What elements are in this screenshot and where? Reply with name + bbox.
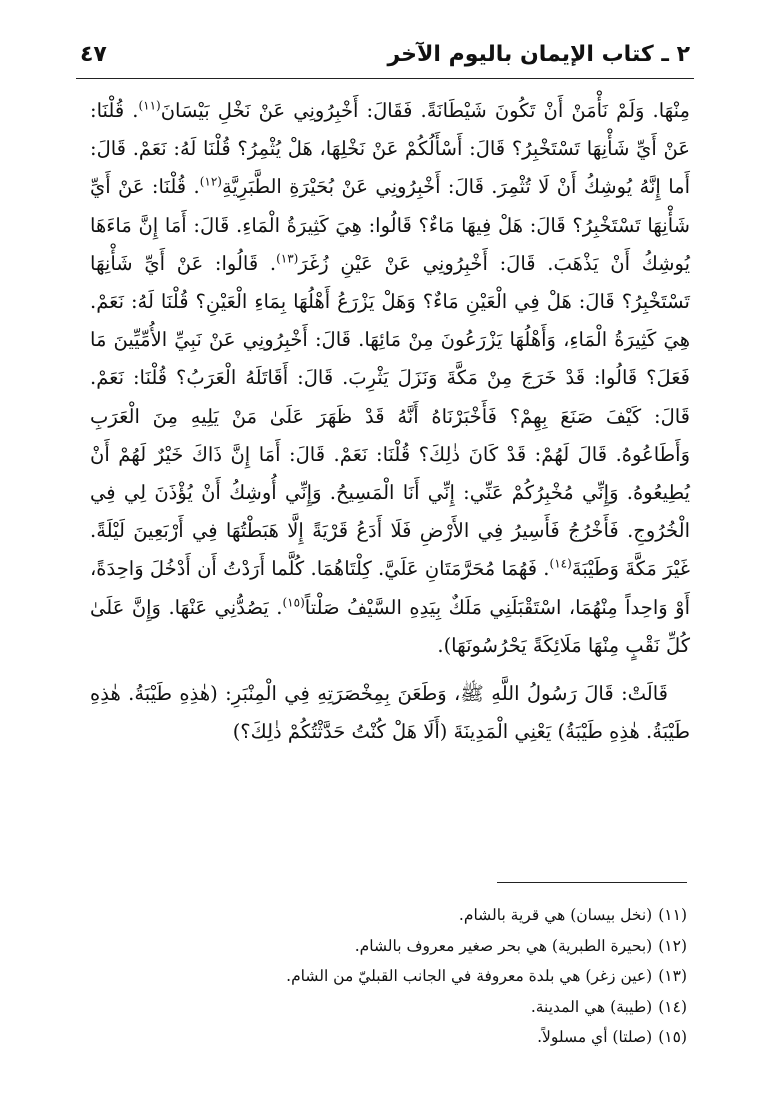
paragraph-2: قَالَتْ: قَالَ رَسُولُ اللَّهِ ﷺ، وَطَعَنَ بِمِخْصَرَتِهِ فِي الْمِنْبَرِ: (هٰذِهِ طَيْبَةُ. هٰذِهِ طَيْبَةُ. هٰذِهِ طَيْبَةُ) يَعْنِي الْمَدِينَةَ (أَلَا هَلْ كُنْتُ حَدَّثْتُكُمْ ذٰلِكَ؟) bbox=[90, 682, 690, 744]
text-segment: . يَصُدُّنِي عَنْهَا. وَإِنَّ عَلَىٰ كُلِّ نَقْبٍ مِنْهَا مَلَائِكَةً يَحْرُسُونَهَا). bbox=[90, 595, 690, 657]
page-header bbox=[80, 36, 690, 76]
footnote-item bbox=[87, 992, 687, 1023]
footnote-rule bbox=[497, 882, 687, 883]
footnote-ref-14: (١٤) bbox=[549, 556, 572, 571]
footnote-item bbox=[87, 961, 687, 992]
header-rule bbox=[76, 78, 694, 79]
text-segment: . قُلْنَا: عَنْ أَيِّ شَأْنِهَا تَسْتَخْبِرُ؟ قَالَ: أَسْأَلُكُمْ عَنْ نَخْلِهَا، هَلْ يُثْمِرُ؟ قُلْنَا لَهُ: نَعَمْ. قَالَ: أَما إِنَّهُ يُوشِكُ أَنْ لَا تُثْمِرَ. قَالَ: أَخْبِرُونِي عَنْ بُحَيْرَةِ الطَّبَرِيَّةِ bbox=[90, 99, 690, 199]
footnote-item bbox=[87, 900, 687, 931]
footnote-ref-13: (١٣) bbox=[276, 251, 299, 266]
text-segment: . قُلْنَا: عَنْ أَيِّ شَأْنِهَا تَسْتَخْبِرُ؟ قَالَ: هَلْ فِيهَا مَاءٌ؟ قَالُوا: هِيَ كَثِيرَةُ الْمَاءِ. قَالَ: أَمَا إِنَّ مَاءَهَا يُوشِكُ أَنْ يَذْهَبَ. قَالَ: أَخْبِرُونِي عَنْ عَيْنِ زُغَرَ bbox=[90, 175, 690, 275]
footnote-text: (عين زغر) هي بلدة معروفة في الجانب القبليّ من الشام. bbox=[286, 967, 653, 985]
footnote-number: (١٣) bbox=[658, 967, 687, 985]
main-text bbox=[90, 92, 690, 751]
footnote-number: (١٥) bbox=[658, 1028, 687, 1046]
footnote-text: (طيبة) هي المدينة. bbox=[530, 997, 653, 1016]
footnote-text: (صلتا) أي مسلولاً. bbox=[537, 1028, 653, 1046]
footnotes bbox=[87, 900, 687, 1053]
footnote-ref-12: (١٢) bbox=[199, 174, 222, 189]
footnote-number: (١٤) bbox=[658, 997, 687, 1016]
footnote-item bbox=[87, 1022, 687, 1053]
text-segment: . قَالُوا: عَنْ أَيِّ شَأْنِهَا تَسْتَخْبِرُ؟ قَالَ: هَلْ فِي الْعَيْنِ مَاءٌ؟ وَهَلْ يَزْرَعُ أَهْلُهَا بِمَاءِ الْعَيْنِ؟ قُلْنَا لَهُ: نَعَمْ. هِيَ كَثِيرَةُ الْمَاءِ، وَأَهْلُهَا يَزْرَعُونَ مِنْ مَائِهَا. قَالَ: أَخْبِرُونِي عَنْ نَبِيِّ الأُمِّيِّينَ مَا فَعَلَ؟ قَالُوا: قَدْ خَرَجَ مِنْ مَكَّةَ وَنَزَلَ يَثْرِبَ. قَالَ: أَقَاتَلَهُ الْعَرَبُ؟ قُلْنَا: نَعَمْ. قَالَ: كَيْفَ صَنَعَ بِهِمْ؟ فَأَخْبَرْنَاهُ أَنَّهُ قَدْ ظَهَرَ عَلَىٰ مَنْ يَلِيهِ مِنَ الْعَرَبِ وَأَطَاعُوهُ. قَالَ لَهُمْ: قَدْ كَانَ ذٰلِكَ؟ قُلْنَا: نَعَمْ. قَالَ: أَمَا إِنَّ ذَاكَ خَيْرٌ لَهُمْ أَنْ يُطِيعُوهُ. وَإِنِّي مُخْبِرُكُمْ عَنِّي: إِنِّي أَنَا الْمَسِيحُ. وَإِنِّي أُوشِكُ أَنْ يُؤْذَنَ لِي فِي الْخُرُوجِ. فَأَخْرُجُ فَأَسِيرُ فِي الأَرْضِ فَلَا أَدَعُ قَرْيَةً إِلَّا هَبَطْتُهَا فِي أَرْبَعِينَ لَيْلَةً. غَيْرَ مَكَّةَ وَطَيْبَةَ bbox=[90, 251, 690, 581]
page-number: ٤٧ bbox=[80, 42, 107, 67]
footnote-text: (نخل بيسان) هي قرية بالشام. bbox=[458, 906, 653, 924]
footnote-item bbox=[87, 931, 687, 962]
paragraph-1 bbox=[90, 92, 690, 665]
running-title: ٢ ـ كتاب الإيمان باليوم الآخر bbox=[387, 42, 690, 67]
footnote-ref-11: (١١) bbox=[138, 98, 161, 113]
text-segment: مِنْهَا. وَلَمْ نَأْمَنْ أَنْ تَكُونَ شَيْطَانَةً. فَقَالَ: أَخْبِرُونِي عَنْ نَخْلِ بَيْسَانَ bbox=[160, 99, 690, 122]
footnote-text: (بحيرة الطبرية) هي بحر صغير معروف بالشام. bbox=[354, 936, 653, 955]
text-segment: . فَهُمَا مُحَرَّمَتَانِ عَلَيَّ. كِلْتَاهُمَا. كُلَّما أَرَدْتُ أَن أَدْخُلَ وَاحِدَةً، أَوْ وَاحِداً مِنْهُمَا، اسْتَقْبَلَنِي مَلَكٌ بِيَدِهِ السَّيْفُ صَلْتاً bbox=[90, 557, 690, 619]
footnote-number: (١٢) bbox=[658, 936, 687, 955]
footnote-number: (١١) bbox=[658, 906, 687, 924]
footnote-ref-15: (١٥) bbox=[282, 595, 305, 610]
